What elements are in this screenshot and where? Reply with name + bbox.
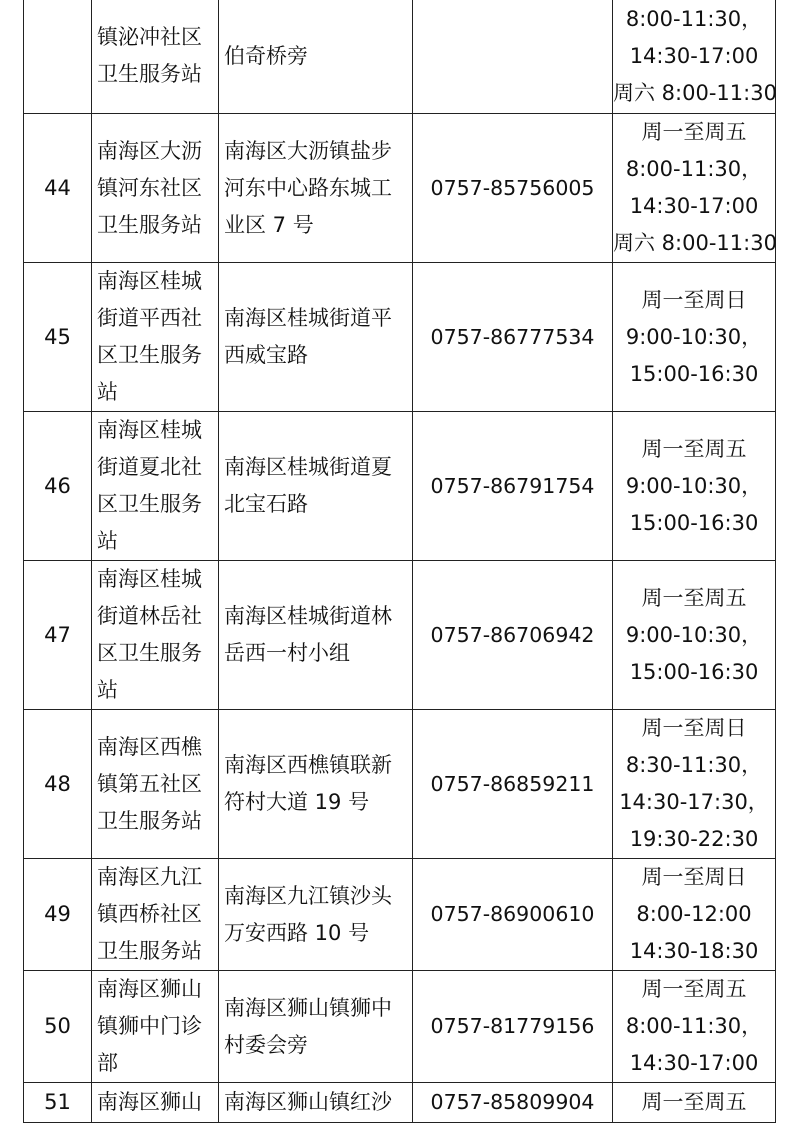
opening-hours-line: 周六 8:00-11:30 xyxy=(613,80,777,105)
row-number-cell: 50 xyxy=(24,971,92,1083)
station-address-line: 伯奇桥旁 xyxy=(224,43,308,68)
opening-hours-line: 8:00-12:00 xyxy=(636,902,752,926)
row-number-cell: 46 xyxy=(24,412,92,561)
opening-hours-line: 15:00-16:30 xyxy=(629,510,759,535)
station-name-line: 街道林岳社 xyxy=(97,604,202,628)
clinic-table-body xyxy=(24,0,776,1123)
opening-hours-line: 周一至周五 xyxy=(641,585,747,610)
opening-hours-cell xyxy=(613,0,776,114)
station-address-cell xyxy=(219,114,413,263)
station-name-line: 站 xyxy=(97,529,118,553)
table-row xyxy=(24,561,776,710)
opening-hours-line: 14:30-17:00 xyxy=(629,194,759,218)
station-address-cell xyxy=(219,0,413,114)
station-address-line: 南海区桂城街道林 xyxy=(224,604,392,628)
station-address-line: 河东中心路东城工 xyxy=(224,175,392,200)
station-name-line: 区卫生服务 xyxy=(97,492,202,516)
station-name-line: 南海区桂城 xyxy=(97,269,202,293)
station-address-cell xyxy=(219,859,413,971)
station-name-line: 区卫生服务 xyxy=(97,641,202,665)
opening-hours-cell xyxy=(613,263,776,412)
opening-hours-line: 周一至周五 xyxy=(641,120,747,144)
opening-hours-line: 14:30-18:30 xyxy=(629,939,759,963)
opening-hours-line: 周一至周日 xyxy=(641,716,747,740)
row-number-cell: 45 xyxy=(24,263,92,412)
opening-hours-line: 周一至周五 xyxy=(641,436,747,461)
station-name-line: 卫生服务站 xyxy=(97,62,202,86)
station-address-line: 岳西一村小组 xyxy=(224,641,350,665)
station-name-cell xyxy=(92,263,219,412)
station-phone-cell: 0757-86777534 xyxy=(413,263,613,412)
station-address-line: 村委会旁 xyxy=(224,1032,308,1057)
station-name-cell xyxy=(92,1083,219,1123)
row-number-cell: 49 xyxy=(24,859,92,971)
station-name-line: 镇第五社区 xyxy=(97,771,202,796)
opening-hours-line: 15:00-16:30 xyxy=(629,361,759,386)
station-name-cell xyxy=(92,412,219,561)
station-name-line: 站 xyxy=(97,380,118,404)
table-row xyxy=(24,263,776,412)
opening-hours-line: 9:00-10:30， xyxy=(625,324,763,349)
row-number-cell: 51 xyxy=(24,1083,92,1123)
row-number-cell xyxy=(24,0,92,114)
station-name-cell xyxy=(92,971,219,1083)
row-number-cell: 44 xyxy=(24,114,92,263)
opening-hours-line: 9:00-10:30， xyxy=(625,622,763,647)
opening-hours-cell xyxy=(613,561,776,710)
station-name-line: 卫生服务站 xyxy=(97,939,202,963)
opening-hours-line: 15:00-16:30 xyxy=(629,659,759,684)
station-phone-cell xyxy=(413,0,613,114)
station-address-cell xyxy=(219,710,413,859)
station-phone-cell: 0757-86859211 xyxy=(413,710,613,859)
station-name-line: 镇泌冲社区 xyxy=(97,25,202,49)
station-address-cell xyxy=(219,971,413,1083)
station-name-line: 站 xyxy=(97,678,118,702)
row-number-cell: 47 xyxy=(24,561,92,710)
station-phone-cell: 0757-86791754 xyxy=(413,412,613,561)
opening-hours-line: 周一至周日 xyxy=(641,865,747,889)
station-name-line: 南海区大沥 xyxy=(97,138,202,163)
station-address-line: 南海区狮山镇狮中 xyxy=(224,995,392,1020)
opening-hours-line: 8:00-11:30， xyxy=(625,1014,763,1038)
station-name-line: 南海区桂城 xyxy=(97,567,202,591)
table-row xyxy=(24,859,776,971)
station-name-line: 镇狮中门诊 xyxy=(97,1014,202,1038)
station-phone-cell: 0757-86900610 xyxy=(413,859,613,971)
opening-hours-cell xyxy=(613,1083,776,1123)
station-name-line: 街道平西社 xyxy=(97,306,202,330)
opening-hours-cell xyxy=(613,412,776,561)
opening-hours-line: 19:30-22:30 xyxy=(629,827,759,851)
station-name-line: 南海区桂城 xyxy=(97,418,202,442)
opening-hours-line: 8:30-11:30， xyxy=(625,753,763,777)
station-name-cell xyxy=(92,114,219,263)
station-address-cell xyxy=(219,561,413,710)
table-row xyxy=(24,710,776,859)
station-address-line: 南海区西樵镇联新 xyxy=(224,753,392,777)
opening-hours-line: 周六 8:00-11:30 xyxy=(613,231,777,255)
station-name-line: 南海区狮山 xyxy=(97,977,202,1001)
station-name-line: 街道夏北社 xyxy=(97,455,202,479)
station-address-line: 符村大道 19 号 xyxy=(224,790,370,814)
station-name-line: 卫生服务站 xyxy=(97,212,202,237)
station-name-line: 镇河东社区 xyxy=(97,175,202,200)
station-address-cell xyxy=(219,263,413,412)
table-row xyxy=(24,971,776,1083)
station-phone-cell: 0757-81779156 xyxy=(413,971,613,1083)
station-phone-cell: 0757-85756005 xyxy=(413,114,613,263)
table-row xyxy=(24,0,776,114)
table-row xyxy=(24,114,776,263)
table-row xyxy=(24,1083,776,1123)
station-address-line: 万安西路 10 号 xyxy=(224,920,370,945)
station-address-line: 西威宝路 xyxy=(224,343,308,367)
station-name-line: 部 xyxy=(97,1051,118,1075)
station-address-cell xyxy=(219,412,413,561)
row-number-cell: 48 xyxy=(24,710,92,859)
opening-hours-line: 周一至周五 xyxy=(641,1090,747,1114)
opening-hours-line: 14:30-17:00 xyxy=(629,43,759,68)
station-name-cell xyxy=(92,561,219,710)
station-name-line: 区卫生服务 xyxy=(97,343,202,367)
station-name-cell xyxy=(92,859,219,971)
table-row xyxy=(24,412,776,561)
station-name-cell xyxy=(92,0,219,114)
station-address-cell xyxy=(219,1083,413,1123)
station-address-line: 南海区狮山镇红沙 xyxy=(224,1090,392,1114)
station-name-line: 南海区西樵 xyxy=(97,734,202,759)
station-address-line: 南海区桂城街道夏 xyxy=(224,455,392,479)
opening-hours-line: 8:00-11:30， xyxy=(625,6,763,31)
station-address-line: 业区 7 号 xyxy=(224,212,314,237)
opening-hours-cell xyxy=(613,971,776,1083)
station-address-line: 南海区九江镇沙头 xyxy=(224,883,392,908)
opening-hours-line: 9:00-10:30， xyxy=(625,473,763,498)
opening-hours-line: 8:00-11:30， xyxy=(625,157,763,181)
station-phone-cell: 0757-86706942 xyxy=(413,561,613,710)
station-name-line: 南海区狮山 xyxy=(97,1090,202,1114)
station-name-line: 镇西桥社区 xyxy=(97,902,202,926)
station-address-line: 南海区大沥镇盐步 xyxy=(224,138,392,163)
opening-hours-line: 14:30-17:30， xyxy=(619,790,769,814)
station-address-line: 南海区桂城街道平 xyxy=(224,306,392,330)
opening-hours-cell xyxy=(613,114,776,263)
opening-hours-line: 周一至周五 xyxy=(641,977,747,1001)
clinic-table xyxy=(23,0,776,1123)
opening-hours-line: 周一至周日 xyxy=(641,287,747,312)
station-address-line: 北宝石路 xyxy=(224,492,308,516)
opening-hours-cell xyxy=(613,710,776,859)
station-phone-cell: 0757-85809904 xyxy=(413,1083,613,1123)
station-name-cell xyxy=(92,710,219,859)
station-name-line: 卫生服务站 xyxy=(97,808,202,833)
opening-hours-line: 14:30-17:00 xyxy=(629,1051,759,1075)
station-name-line: 南海区九江 xyxy=(97,865,202,889)
opening-hours-cell xyxy=(613,859,776,971)
